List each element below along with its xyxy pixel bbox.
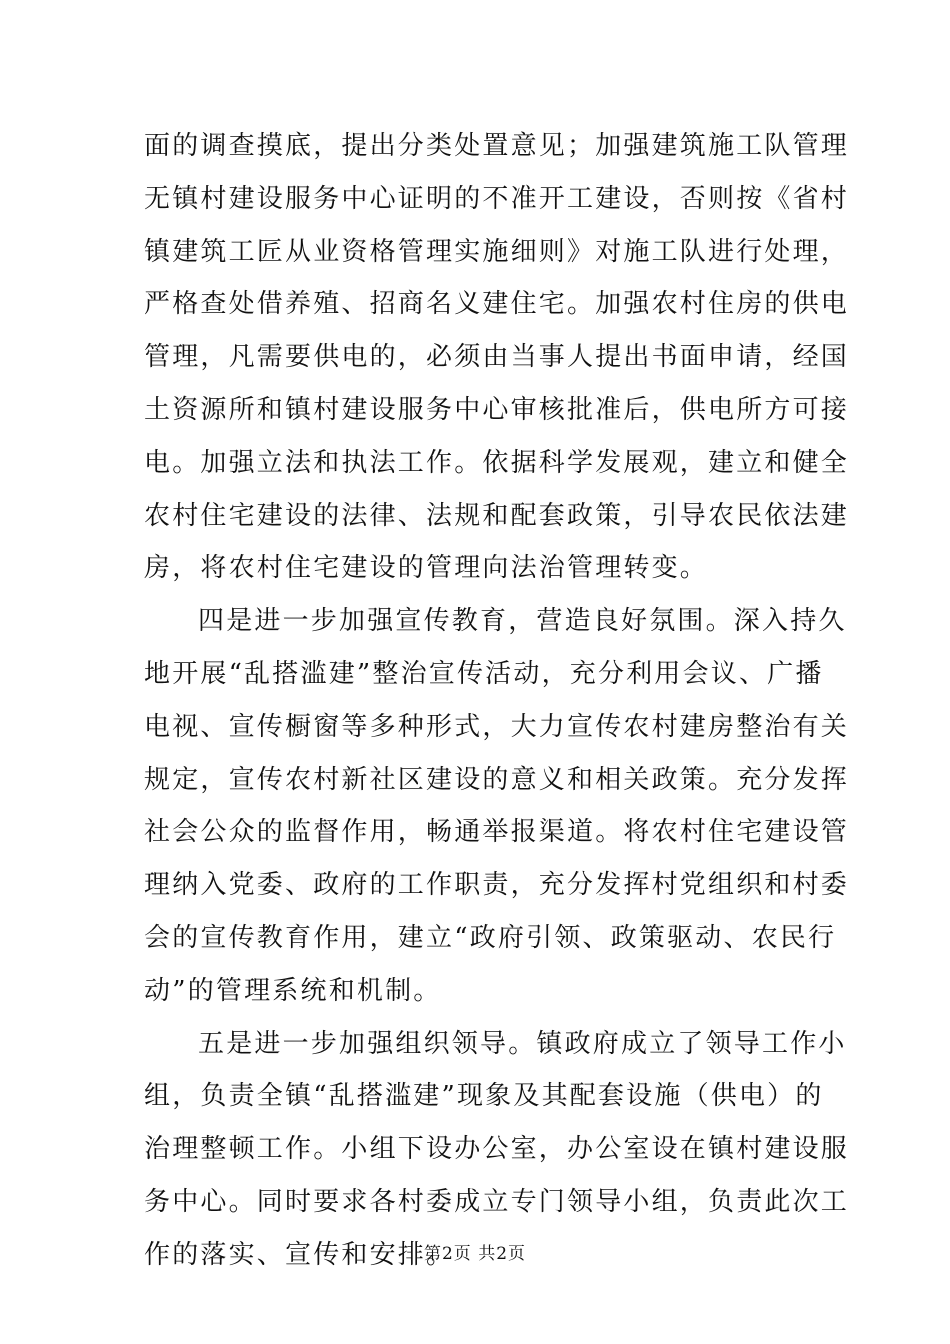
text-line: 组，负责全镇“乱搭滥建”现象及其配套设施（供电）的	[144, 1081, 824, 1112]
text-line: 无镇村建设服务中心证明的不准开工建设，否则按《省村	[144, 183, 850, 214]
text-line: 务中心。同时要求各村委成立专门领导小组，负责此次工	[144, 1186, 850, 1217]
text-line: 严格查处借养殖、招商名义建住宅。加强农村住房的供电	[144, 289, 850, 320]
text-line: 规定，宣传农村新社区建设的意义和相关政策。充分发挥	[144, 764, 850, 795]
text-line: 面的调查摸底，提出分类处置意见；加强建筑施工队管理	[144, 131, 850, 161]
text-line-indented: 五是进一步加强组织领导。镇政府成立了领导工作小	[198, 1028, 847, 1059]
text-line: 电视、宣传橱窗等多种形式，大力宣传农村建房整治有关	[144, 711, 850, 742]
text-line: 土资源所和镇村建设服务中心审核批准后，供电所方可接	[144, 394, 850, 425]
document-body	[144, 120, 850, 1282]
text-line: 管理，凡需要供电的，必须由当事人提出书面申请，经国	[144, 342, 850, 373]
paragraph-1	[144, 120, 850, 595]
paragraph-2	[144, 595, 850, 1017]
text-line-indented: 四是进一步加强宣传教育，营造良好氛围。深入持久	[198, 606, 847, 637]
text-line: 房，将农村住宅建设的管理向法治管理转变。	[144, 553, 709, 584]
text-line: 治理整顿工作。小组下设办公室，办公室设在镇村建设服	[144, 1134, 850, 1165]
text-line: 动”的管理系统和机制。	[144, 975, 442, 1006]
text-line: 社会公众的监督作用，畅通举报渠道。将农村住宅建设管	[144, 817, 850, 848]
text-line: 电。加强立法和执法工作。依据科学发展观，建立和健全	[144, 447, 850, 478]
text-line: 农村住宅建设的法律、法规和配套政策，引导农民依法建	[144, 500, 850, 531]
text-line: 会的宣传教育作用，建立“政府引领、政策驱动、农民行	[144, 922, 837, 953]
text-line: 镇建筑工匠从业资格管理实施细则》对施工队进行处理，	[144, 236, 850, 267]
text-line: 理纳入党委、政府的工作职责，充分发挥村党组织和村委	[144, 870, 850, 901]
page-number-footer: 第2页 共2页	[423, 1244, 527, 1264]
text-line: 地开展“乱搭滥建”整治宣传活动，充分利用会议、广播	[144, 658, 824, 689]
text-line: 作的落实、宣传和安排。	[144, 1239, 455, 1270]
